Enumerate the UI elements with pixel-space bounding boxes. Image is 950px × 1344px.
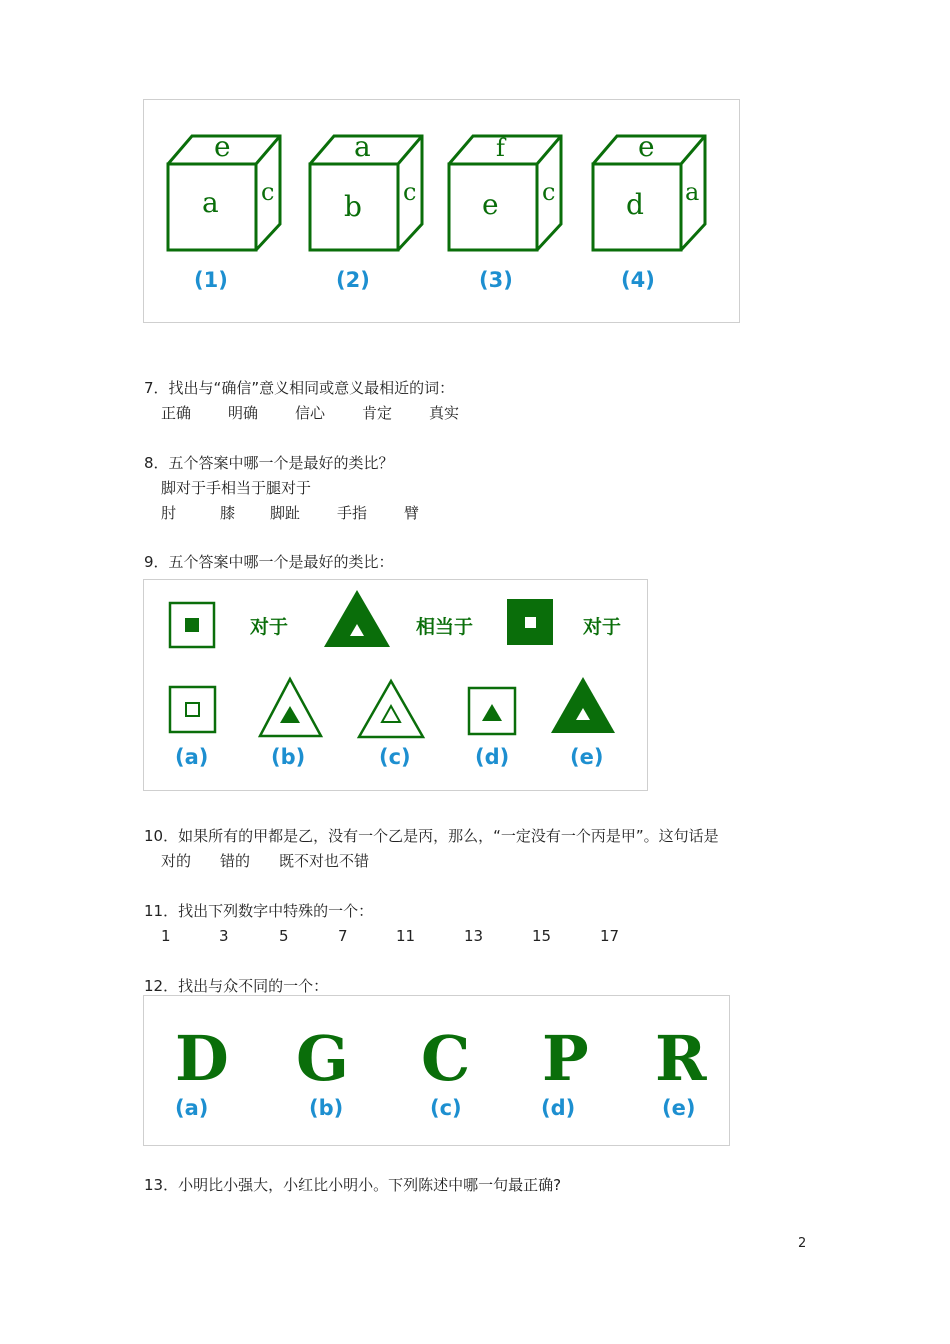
option-c-drawing: [359, 681, 423, 737]
option-d-drawing: [469, 688, 515, 734]
cube-1-front: a: [202, 186, 219, 219]
q12-label-e: (e): [662, 1096, 696, 1120]
letter-d: D: [175, 1022, 229, 1095]
q11-option-1: 1: [161, 927, 171, 945]
q10-option-3: 既不对也不错: [279, 852, 370, 870]
letter-c: C: [421, 1022, 471, 1095]
q11-option-6: 13: [464, 927, 484, 945]
q8-option-2: 膝: [220, 504, 236, 522]
q11-text: 11．找出下列数字中特殊的一个：: [144, 902, 374, 920]
cube-4-side: a: [685, 178, 700, 206]
cube-3-label: (3): [479, 268, 513, 292]
analogy-word-1: 对于: [250, 616, 289, 638]
analogy-figure: [143, 579, 648, 791]
q7-text: 7．找出与“确信”意义相同或意义最相近的词：: [144, 379, 455, 397]
q9-label-d: (d): [475, 745, 510, 769]
q11-option-8: 17: [600, 927, 620, 945]
analogy-word-3: 对于: [583, 616, 622, 638]
filled-triangle-with-hole-icon: [324, 590, 390, 647]
cube-3-front: e: [482, 188, 499, 221]
q11-option-3: 5: [279, 927, 289, 945]
q9-label-a: (a): [175, 745, 209, 769]
cube-2-label: (2): [336, 268, 370, 292]
q10-option-1: 对的: [161, 852, 192, 870]
cube-2-side: c: [403, 178, 417, 206]
letter-r: R: [655, 1022, 707, 1095]
cube-4-top: e: [638, 130, 655, 163]
q11-option-5: 11: [396, 927, 416, 945]
cube-4-label: (4): [621, 268, 655, 292]
q8-subtext: 脚对于手相当于腿对于: [161, 479, 312, 497]
analogy-word-2: 相当于: [416, 616, 474, 638]
q7-option-3: 信心: [295, 404, 326, 422]
q7-option-4: 肯定: [362, 404, 393, 422]
cube-2-front: b: [344, 190, 362, 223]
q8-option-1: 肘: [161, 504, 177, 522]
q12-label-a: (a): [175, 1096, 209, 1120]
q9-label-b: (b): [271, 745, 306, 769]
letters-figure: [143, 995, 730, 1146]
q8-option-4: 手指: [337, 504, 368, 522]
cube-4-front: d: [626, 188, 644, 221]
q8-option-5: 臂: [404, 504, 420, 522]
q7-option-2: 明确: [228, 404, 259, 422]
q8-option-3: 脚趾: [270, 504, 301, 522]
q9-label-e: (e): [570, 745, 604, 769]
cubes-figure: [143, 99, 740, 323]
q12-label-c: (c): [430, 1096, 462, 1120]
q9-label-c: (c): [379, 745, 411, 769]
q11-option-2: 3: [219, 927, 229, 945]
cube-1-label: (1): [194, 268, 228, 292]
page-number: 2: [798, 1236, 807, 1251]
q13-text: 13．小明比小强大，小红比小明小。下列陈述中哪一句最正确?: [144, 1176, 562, 1194]
q8-text: 8．五个答案中哪一个是最好的类比？: [144, 454, 394, 472]
cube-1-side: c: [261, 178, 275, 206]
q11-option-7: 15: [532, 927, 552, 945]
filled-square-with-hole-icon: [507, 599, 553, 645]
q10-text: 10．如果所有的甲都是乙，没有一个乙是丙，那么，“一定没有一个丙是甲”。这句话是: [144, 827, 719, 845]
option-e-drawing: [551, 677, 615, 733]
q7-option-5: 真实: [429, 404, 460, 422]
q12-label-d: (d): [541, 1096, 576, 1120]
q9-text: 9．五个答案中哪一个是最好的类比：: [144, 553, 394, 571]
option-b-drawing: [260, 679, 321, 736]
q11-option-4: 7: [338, 927, 348, 945]
option-a-drawing: [170, 687, 215, 732]
letter-p: P: [542, 1022, 589, 1095]
cube-3-top: f: [496, 134, 505, 162]
q7-option-1: 正确: [161, 404, 192, 422]
cube-2-top: a: [354, 130, 371, 163]
q10-option-2: 错的: [220, 852, 251, 870]
q12-label-b: (b): [309, 1096, 344, 1120]
q12-text: 12．找出与众不同的一个：: [144, 977, 329, 995]
letter-g: G: [296, 1022, 349, 1095]
cube-1-top: e: [214, 130, 231, 163]
cube-3-side: c: [542, 178, 556, 206]
